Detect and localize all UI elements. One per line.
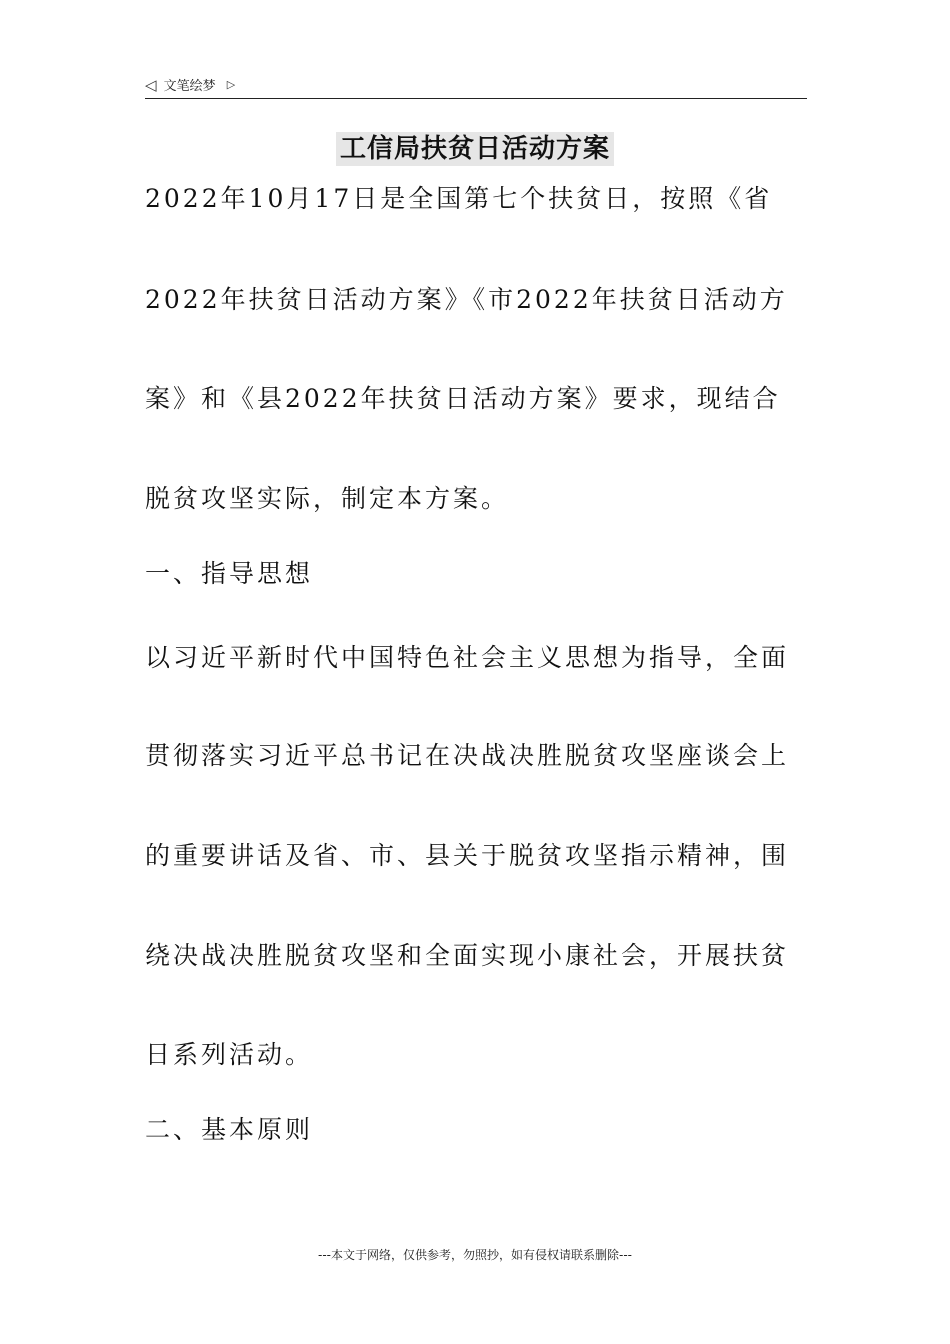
section-heading-1: 一、指导思想 [145, 559, 314, 588]
document-title-text: 工信局扶贫日活动方案 [336, 132, 614, 166]
header-brand: 文笔绘梦 [163, 79, 216, 94]
page-header [145, 74, 807, 99]
body-line-9: 绕决战决胜脱贫攻坚和全面实现小康社会，开展扶贫 [145, 941, 790, 970]
body-line-6: 以习近平新时代中国特色社会主义思想为指导，全面 [145, 643, 790, 672]
body-line-1: 2022年10月17日是全国第七个扶贫日，按照《省 [145, 184, 773, 213]
triangle-left-icon: ◁ [145, 75, 157, 94]
body-line-3: 案》和《县2022年扶贫日活动方案》要求，现结合 [145, 384, 781, 413]
body-line-8: 的重要讲话及省、市、县关于脱贫攻坚指示精神，围 [145, 841, 790, 870]
body-line-4: 脱贫攻坚实际，制定本方案。 [145, 484, 510, 513]
document-title [0, 128, 950, 165]
page-footer: ---本文于网络，仅供参考，勿照抄，如有侵权请联系删除--- [318, 1248, 632, 1262]
section-heading-2: 二、基本原则 [145, 1115, 314, 1144]
body-line-7: 贯彻落实习近平总书记在决战决胜脱贫攻坚座谈会上 [145, 741, 790, 770]
triangle-right-icon: ▷ [226, 78, 236, 91]
body-line-2: 2022年扶贫日活动方案》《市2022年扶贫日活动方 [145, 285, 788, 314]
body-line-10: 日系列活动。 [145, 1040, 314, 1069]
